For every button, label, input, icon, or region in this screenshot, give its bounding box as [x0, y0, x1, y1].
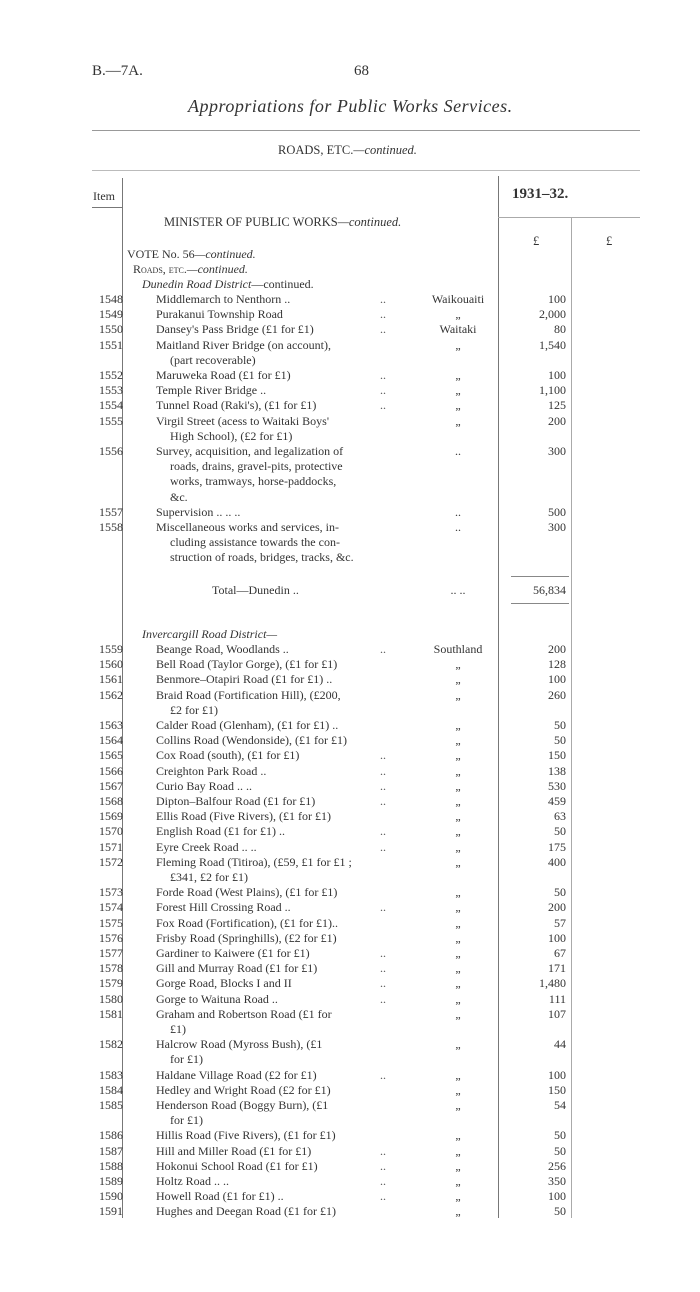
item-number: 1573 — [99, 885, 123, 900]
table-row — [0, 855, 700, 870]
leader-dots: .. — [380, 763, 386, 778]
table-row — [0, 809, 700, 824]
item-description: Calder Road (Glenham), (£1 for £1) .. — [156, 718, 339, 732]
item-number: 1584 — [99, 1082, 123, 1097]
electoral-district: „ — [455, 733, 461, 748]
item-amount: 80 — [554, 322, 566, 337]
electoral-district: „ — [455, 1098, 461, 1112]
item-description: Haldane Village Road (£2 for £1) — [156, 1067, 317, 1082]
item-amount: 50 — [554, 718, 566, 732]
item-number: 1566 — [99, 763, 123, 778]
table-row — [0, 505, 700, 520]
electoral-district: „ — [455, 946, 461, 960]
item-amount: 50 — [554, 1204, 566, 1219]
item-description-continued: £1) — [170, 1022, 186, 1036]
electoral-district: „ — [455, 672, 461, 687]
table-row — [0, 885, 700, 900]
table-row — [0, 961, 700, 976]
item-number: 1589 — [99, 1174, 123, 1188]
total-amount: 56,834 — [533, 583, 566, 597]
item-amount: 256 — [548, 1158, 566, 1173]
table-row — [0, 976, 700, 991]
item-amount: 50 — [554, 1143, 566, 1158]
item-column-header: Item — [93, 189, 115, 203]
electoral-district: „ — [455, 930, 461, 945]
item-number: 1580 — [99, 991, 123, 1006]
electoral-district: „ — [455, 915, 461, 930]
electoral-district: „ — [455, 1006, 461, 1021]
item-number: 1559 — [99, 642, 123, 656]
table-row — [0, 916, 700, 931]
leader-dots: .. — [380, 991, 386, 1006]
item-description: Gardiner to Kaiwere (£1 for £1) — [156, 946, 310, 960]
leader-dots: .. — [380, 1158, 386, 1173]
item-description: Fox Road (Fortification), (£1 for £1).. — [156, 915, 338, 930]
item-amount: 260 — [548, 687, 566, 702]
item-amount: 138 — [548, 763, 566, 778]
item-description: Bell Road (Taylor Gorge), (£1 for £1) — [156, 657, 338, 672]
item-number: 1560 — [99, 657, 123, 672]
item-description: Hillis Road (Five Rivers), (£1 for £1) — [156, 1128, 336, 1143]
electoral-district: „ — [455, 307, 461, 322]
electoral-district: „ — [455, 991, 461, 1006]
item-number: 1578 — [99, 961, 123, 976]
item-description-continued: works, tramways, horse-paddocks, — [170, 474, 337, 489]
electoral-district: Waikouaiti — [431, 292, 485, 306]
item-description: Purakanui Township Road — [156, 307, 283, 322]
item-description: Eyre Creek Road .. .. — [156, 839, 257, 854]
item-description: Forest Hill Crossing Road .. — [156, 900, 291, 915]
currency-label-b: £ — [606, 234, 613, 248]
item-description-continued: struction of roads, bridges, tracks, &c. — [170, 550, 354, 565]
item-amount: 107 — [548, 1006, 566, 1021]
table-row — [0, 900, 700, 915]
leader-dots: .. — [380, 307, 386, 322]
item-description: Beange Road, Woodlands .. — [156, 642, 289, 656]
item-amount: 2,000 — [539, 307, 566, 322]
item-description-continued: High School), (£2 for £1) — [170, 428, 293, 443]
item-number: 1577 — [99, 946, 123, 960]
title-rule — [92, 130, 640, 131]
electoral-district: „ — [455, 1204, 461, 1219]
leader-dots: .. — [380, 1143, 386, 1158]
electoral-district: „ — [455, 839, 461, 854]
table-row — [0, 398, 700, 413]
table-row — [0, 1174, 700, 1189]
table-row — [0, 688, 700, 703]
item-amount: 57 — [554, 915, 566, 930]
item-number: 1562 — [99, 687, 123, 702]
table-row — [0, 718, 700, 733]
table-row — [0, 1037, 700, 1052]
item-amount: 50 — [554, 1128, 566, 1143]
leader-dots: .. — [380, 1189, 386, 1204]
table-row — [0, 322, 700, 337]
leader-dots: .. — [380, 824, 386, 839]
table-row — [0, 444, 700, 459]
electoral-district: „ — [455, 961, 461, 976]
item-amount: 400 — [548, 854, 566, 869]
leader-dots: .. — [380, 778, 386, 793]
table-row — [0, 794, 700, 809]
item-amount: 100 — [548, 1189, 566, 1204]
leader-dots: .. — [380, 748, 386, 763]
item-description: Graham and Robertson Road (£1 for — [156, 1006, 332, 1021]
table-top-rule — [92, 170, 640, 171]
item-description: Miscellaneous works and services, in- — [156, 520, 339, 534]
item-description-continued: for £1) — [170, 1052, 203, 1067]
table-row — [0, 1128, 700, 1143]
item-header-rule — [92, 207, 122, 208]
item-number: 1587 — [99, 1143, 123, 1158]
item-description: Creighton Park Road .. — [156, 763, 267, 778]
item-number: 1568 — [99, 794, 123, 808]
item-description: Temple River Bridge .. — [156, 383, 267, 398]
item-amount: 100 — [548, 672, 566, 687]
item-number: 1576 — [99, 930, 123, 945]
electoral-district: „ — [455, 809, 461, 824]
item-number: 1551 — [99, 337, 123, 352]
item-number: 1567 — [99, 778, 123, 793]
electoral-district: .. — [455, 504, 461, 519]
item-number: 1570 — [99, 824, 123, 839]
item-number: 1572 — [99, 854, 123, 869]
electoral-district: „ — [455, 413, 461, 428]
item-amount: 50 — [554, 885, 566, 900]
item-number: 1582 — [99, 1037, 123, 1052]
item-number: 1555 — [99, 413, 123, 428]
electoral-district: „ — [455, 1158, 461, 1173]
item-amount: 300 — [548, 520, 566, 534]
table-row — [0, 672, 700, 687]
item-amount: 200 — [548, 900, 566, 915]
item-description: Tunnel Road (Raki's), (£1 for £1) — [156, 398, 317, 413]
item-amount: 300 — [548, 444, 566, 458]
item-number: 1553 — [99, 383, 123, 398]
item-amount: 54 — [554, 1098, 566, 1112]
item-description: Collins Road (Wendonside), (£1 for £1) — [156, 733, 348, 748]
item-amount: 200 — [548, 413, 566, 428]
item-description: Hedley and Wright Road (£2 for £1) — [156, 1082, 331, 1097]
item-number: 1590 — [99, 1189, 123, 1204]
table-row — [0, 292, 700, 307]
table-row — [0, 840, 700, 855]
item-number: 1586 — [99, 1128, 123, 1143]
item-description-continued: cluding assistance towards the con- — [170, 535, 340, 550]
item-description: Hill and Miller Road (£1 for £1) — [156, 1143, 312, 1158]
electoral-district: „ — [455, 763, 461, 778]
item-description-continued: roads, drains, gravel-pits, protective — [170, 459, 343, 474]
item-number: 1550 — [99, 322, 123, 337]
item-number: 1571 — [99, 839, 123, 854]
leader-dots: .. — [380, 900, 386, 915]
item-description: Holtz Road .. .. — [156, 1174, 229, 1188]
item-amount: 100 — [548, 930, 566, 945]
item-number: 1554 — [99, 398, 123, 413]
item-description: Dipton–Balfour Road (£1 for £1) — [156, 794, 316, 808]
item-description: Howell Road (£1 for £1) .. — [156, 1189, 284, 1204]
item-number: 1585 — [99, 1098, 123, 1112]
electoral-district: .. — [455, 520, 461, 534]
electoral-district: „ — [455, 383, 461, 398]
item-description: Ellis Road (Five Rivers), (£1 for £1) — [156, 809, 331, 824]
table-row — [0, 779, 700, 794]
item-description: Hokonui School Road (£1 for £1) — [156, 1158, 318, 1173]
electoral-district: Waitaki — [439, 322, 477, 337]
table-row — [0, 748, 700, 763]
electoral-district: „ — [455, 854, 461, 869]
item-amount: 44 — [554, 1037, 566, 1052]
electoral-district: „ — [455, 824, 461, 839]
table-row — [0, 414, 700, 429]
electoral-district: „ — [455, 1067, 461, 1082]
leader-dots: .. — [380, 383, 386, 398]
table-row — [0, 992, 700, 1007]
total-dots: .. .. — [450, 583, 466, 597]
item-description: Cox Road (south), (£1 for £1) — [156, 748, 300, 763]
item-amount: 200 — [548, 642, 566, 656]
page-number: 68 — [354, 63, 369, 79]
item-description: Gorge Road, Blocks I and II — [156, 976, 292, 991]
leader-dots: .. — [380, 961, 386, 976]
item-number: 1565 — [99, 748, 123, 763]
item-description: Gill and Murray Road (£1 for £1) — [156, 961, 318, 976]
electoral-district: „ — [455, 337, 461, 352]
total-row — [0, 583, 700, 598]
item-number: 1575 — [99, 915, 123, 930]
total-rule-bottom — [511, 603, 569, 604]
leader-dots: .. — [380, 368, 386, 382]
item-description: English Road (£1 for £1) .. — [156, 824, 285, 839]
table-row — [0, 733, 700, 748]
electoral-district: „ — [455, 778, 461, 793]
table-row — [0, 764, 700, 779]
item-description: Curio Bay Road .. .. — [156, 778, 252, 793]
item-amount: 1,100 — [539, 383, 566, 398]
document-reference: B.—7A. — [92, 63, 143, 79]
district-heading-dunedin: Dunedin Road District—continued. — [142, 277, 314, 291]
electoral-district: „ — [455, 1037, 461, 1052]
table-row — [0, 657, 700, 672]
district-heading-invercargill: Invercargill Road District— — [142, 627, 278, 641]
year-column-header: 1931–32. — [512, 186, 569, 202]
item-number: 1548 — [99, 292, 123, 306]
electoral-district: „ — [455, 657, 461, 672]
item-number: 1549 — [99, 307, 123, 322]
item-description-continued: £2 for £1) — [170, 702, 218, 717]
item-number: 1583 — [99, 1067, 123, 1082]
item-amount: 67 — [554, 946, 566, 960]
leader-dots: .. — [380, 1174, 386, 1188]
vote-heading: VOTE No. 56—continued. — [127, 247, 256, 261]
electoral-district: „ — [455, 900, 461, 915]
item-description-continued: £341, £2 for £1) — [170, 870, 248, 884]
item-amount: 171 — [548, 961, 566, 976]
item-number: 1569 — [99, 809, 123, 824]
table-row — [0, 1144, 700, 1159]
item-amount: 500 — [548, 504, 566, 519]
table-row — [0, 338, 700, 353]
table-row — [0, 1204, 700, 1219]
leader-dots: .. — [380, 398, 386, 413]
item-description: Fleming Road (Titiroa), (£59, £1 for £1 ; — [156, 854, 352, 869]
item-description: Benmore–Otapiri Road (£1 for £1) .. — [156, 672, 333, 687]
table-row — [0, 383, 700, 398]
item-number: 1563 — [99, 718, 123, 732]
electoral-district: „ — [455, 1128, 461, 1143]
electoral-district: „ — [455, 748, 461, 763]
item-description: Dansey's Pass Bridge (£1 for £1) — [156, 322, 314, 337]
item-number: 1591 — [99, 1204, 123, 1219]
total-label: Total—Dunedin .. — [212, 583, 299, 597]
item-description: Virgil Street (acess to Waitaki Boys' — [156, 413, 330, 428]
table-row — [0, 520, 700, 535]
electoral-district: „ — [455, 976, 461, 991]
electoral-district: „ — [455, 718, 461, 732]
electoral-district: „ — [455, 885, 461, 900]
item-description: Henderson Road (Boggy Burn), (£1 — [156, 1098, 329, 1112]
item-description: Hughes and Deegan Road (£1 for £1) — [156, 1204, 336, 1219]
table-row — [0, 642, 700, 657]
item-amount: 50 — [554, 824, 566, 839]
item-amount: 1,540 — [539, 337, 566, 352]
item-amount: 63 — [554, 809, 566, 824]
item-amount: 125 — [548, 398, 566, 413]
table-row — [0, 1098, 700, 1113]
leader-dots: .. — [380, 292, 386, 306]
item-amount: 1,480 — [539, 976, 566, 991]
item-number: 1588 — [99, 1158, 123, 1173]
roads-heading: Roads, etc.—continued. — [133, 262, 248, 276]
item-amount: 175 — [548, 839, 566, 854]
item-description: Gorge to Waituna Road .. — [156, 991, 278, 1006]
item-description: Middlemarch to Nenthorn .. — [156, 292, 291, 306]
item-amount: 100 — [548, 292, 566, 306]
leader-dots: .. — [380, 322, 386, 337]
item-description: Halcrow Road (Myross Bush), (£1 — [156, 1037, 323, 1052]
leader-dots: .. — [380, 1067, 386, 1082]
item-description-continued: (part recoverable) — [170, 352, 256, 367]
electoral-district: „ — [455, 1189, 461, 1204]
electoral-district: „ — [455, 794, 461, 808]
item-amount: 530 — [548, 778, 566, 793]
table-row — [0, 368, 700, 383]
table-row — [0, 1083, 700, 1098]
item-amount: 459 — [548, 794, 566, 808]
electoral-district: „ — [455, 1143, 461, 1158]
item-amount: 50 — [554, 733, 566, 748]
item-number: 1557 — [99, 504, 123, 519]
item-description: Survey, acquisition, and legalization of — [156, 444, 344, 458]
item-number: 1581 — [99, 1006, 123, 1021]
item-description-continued: &c. — [170, 489, 188, 504]
electoral-district: „ — [455, 398, 461, 413]
leader-dots: .. — [380, 642, 386, 656]
electoral-district: „ — [455, 368, 461, 382]
page-title: Appropriations for Public Works Services. — [188, 96, 513, 116]
item-description: Frisby Road (Springhills), (£2 for £1) — [156, 930, 337, 945]
electoral-district: Southland — [433, 642, 483, 656]
item-number: 1552 — [99, 368, 123, 382]
item-amount: 100 — [548, 1067, 566, 1082]
item-description: Supervision .. .. .. — [156, 504, 241, 519]
year-header-rule — [498, 217, 640, 218]
section-subtitle: ROADS, ETC.—continued. — [278, 143, 417, 157]
table-row — [0, 1159, 700, 1174]
table-row — [0, 931, 700, 946]
item-number: 1579 — [99, 976, 123, 991]
electoral-district: „ — [455, 1082, 461, 1097]
table-row — [0, 1068, 700, 1083]
item-number: 1561 — [99, 672, 123, 687]
leader-dots: .. — [380, 976, 386, 991]
item-amount: 350 — [548, 1174, 566, 1188]
table-row — [0, 824, 700, 839]
item-amount: 150 — [548, 1082, 566, 1097]
item-description: Braid Road (Fortification Hill), (£200, — [156, 687, 341, 702]
item-description-continued: for £1) — [170, 1113, 203, 1128]
leader-dots: .. — [380, 946, 386, 960]
item-number: 1574 — [99, 900, 123, 915]
item-description: Forde Road (West Plains), (£1 for £1) — [156, 885, 338, 900]
item-number: 1556 — [99, 444, 123, 458]
table-row — [0, 1007, 700, 1022]
item-amount: 150 — [548, 748, 566, 763]
electoral-district: „ — [455, 1174, 461, 1188]
item-amount: 111 — [548, 991, 566, 1006]
table-row — [0, 1189, 700, 1204]
leader-dots: .. — [380, 794, 386, 808]
electoral-district: „ — [455, 687, 461, 702]
table-row — [0, 946, 700, 961]
ministry-heading: MINISTER OF PUBLIC WORKS—continued. — [164, 215, 402, 229]
item-amount: 100 — [548, 368, 566, 382]
total-rule-top — [511, 576, 569, 577]
currency-label-a: £ — [533, 234, 540, 248]
leader-dots: .. — [380, 839, 386, 854]
item-number: 1558 — [99, 520, 123, 534]
item-number: 1564 — [99, 733, 123, 748]
item-description: Maitland River Bridge (on account), — [156, 337, 331, 352]
item-amount: 128 — [548, 657, 566, 672]
item-description: Maruweka Road (£1 for £1) — [156, 368, 291, 382]
table-row — [0, 307, 700, 322]
electoral-district: .. — [455, 444, 461, 458]
